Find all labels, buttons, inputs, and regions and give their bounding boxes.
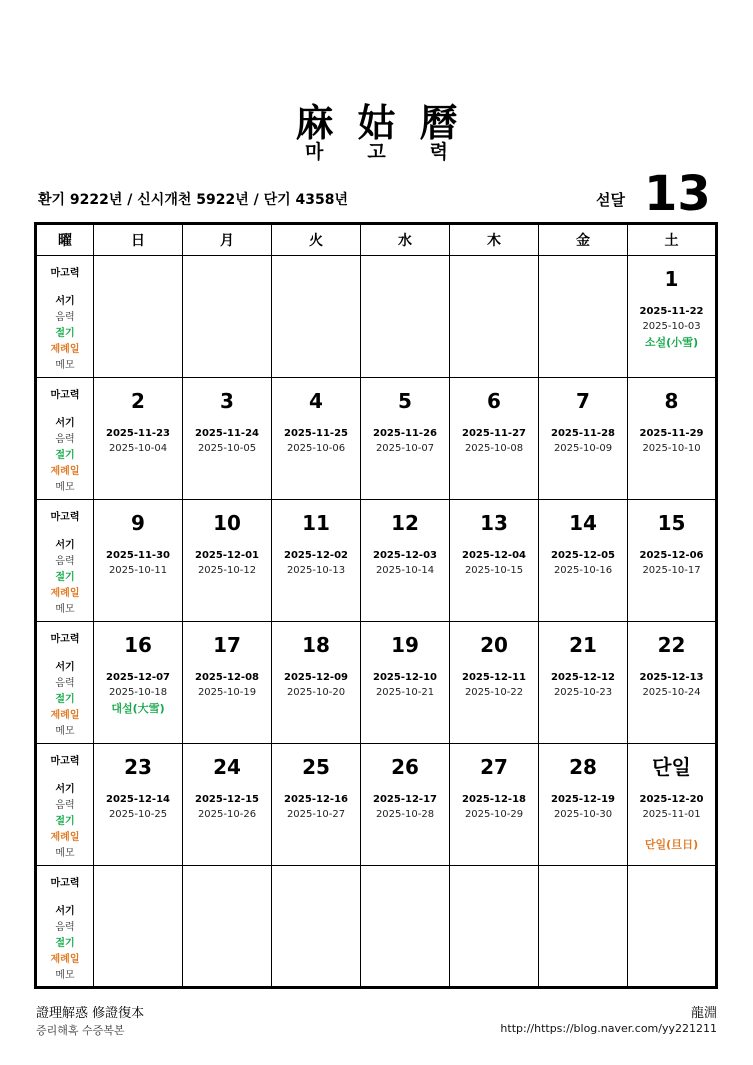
weekday-header-tue: 火 xyxy=(272,224,361,256)
solar-date: 2025-12-07 xyxy=(106,672,170,683)
row-label-eumryeok: 음력 xyxy=(55,312,75,323)
calendar-title-hangul: 마고력 xyxy=(304,141,493,163)
day-cell[interactable] xyxy=(94,256,183,378)
week-row xyxy=(36,378,717,500)
solar-date: 2025-11-23 xyxy=(106,428,170,439)
lunar-date: 2025-10-11 xyxy=(108,565,168,576)
day-cell[interactable] xyxy=(450,622,539,744)
calendar-grid xyxy=(34,222,718,989)
lunar-date: 2025-10-05 xyxy=(197,443,257,454)
weekday-header-thu: 木 xyxy=(450,224,539,256)
lunar-date: 2025-10-27 xyxy=(286,809,346,820)
row-label-seogi: 서기 xyxy=(55,662,75,673)
week-row xyxy=(36,500,717,622)
solar-date: 2025-12-14 xyxy=(106,794,170,805)
row-label-memo: 메모 xyxy=(55,482,75,493)
solar-date: 2025-12-05 xyxy=(551,550,615,561)
footer-motto-hangul: 증리해혹 수증복본 xyxy=(36,1024,125,1037)
day-number: 28 xyxy=(569,755,597,779)
footer-author: 龍淵 xyxy=(690,1006,717,1021)
row-label-seogi: 서기 xyxy=(55,296,75,307)
solar-date: 2025-12-13 xyxy=(639,672,704,683)
weekday-header-sat: 土 xyxy=(628,224,717,256)
lunar-date: 2025-10-12 xyxy=(197,565,257,576)
day-cell[interactable] xyxy=(628,378,717,500)
era-year-line: 환기 9222년 / 신시개천 5922년 / 단기 4358년 xyxy=(38,192,349,208)
day-number: 23 xyxy=(124,755,152,779)
row-label-magoryeok: 마고력 xyxy=(50,756,80,767)
solar-date: 2025-11-22 xyxy=(639,306,704,317)
weekday-header-mon: 月 xyxy=(183,224,272,256)
lunar-date: 2025-10-06 xyxy=(286,443,346,454)
day-cell[interactable] xyxy=(94,500,183,622)
row-label-magoryeok: 마고력 xyxy=(50,878,80,889)
day-number: 6 xyxy=(487,389,501,413)
row-label-jejeil: 제례일 xyxy=(50,832,80,843)
row-label-jeolgi: 절기 xyxy=(55,450,75,461)
day-number: 단일 xyxy=(652,755,691,779)
solar-term-label: 소설(小雪) xyxy=(644,336,699,349)
row-label-seogi: 서기 xyxy=(55,540,75,551)
lunar-date: 2025-10-25 xyxy=(108,809,168,820)
day-number: 13 xyxy=(480,511,508,535)
lunar-date: 2025-10-03 xyxy=(642,321,701,332)
day-cell[interactable] xyxy=(450,744,539,866)
solar-date: 2025-12-12 xyxy=(551,672,615,683)
lunar-date: 2025-10-21 xyxy=(375,687,435,698)
day-cell[interactable] xyxy=(361,866,450,988)
solar-date: 2025-12-16 xyxy=(284,794,348,805)
row-label-eumryeok: 음력 xyxy=(55,922,75,933)
day-cell[interactable] xyxy=(539,744,628,866)
day-cell[interactable] xyxy=(361,378,450,500)
solar-date: 2025-11-26 xyxy=(373,428,437,439)
month-label: 섣달 xyxy=(596,191,625,209)
day-cell[interactable] xyxy=(183,622,272,744)
row-label-seogi: 서기 xyxy=(55,784,75,795)
day-number: 11 xyxy=(302,511,330,535)
day-cell[interactable] xyxy=(94,378,183,500)
lunar-date: 2025-10-26 xyxy=(197,809,257,820)
day-cell[interactable] xyxy=(183,500,272,622)
row-label-jejeil: 제례일 xyxy=(50,954,80,965)
day-number: 7 xyxy=(576,389,590,413)
day-cell[interactable] xyxy=(628,256,717,378)
day-cell[interactable] xyxy=(628,866,717,988)
day-cell[interactable] xyxy=(94,622,183,744)
solar-date: 2025-12-04 xyxy=(462,550,526,561)
footer-blog-link[interactable]: http://https://blog.naver.com/yy221211 xyxy=(500,1022,717,1035)
footer-motto-hanja: 證理解惑 修證復本 xyxy=(36,1006,145,1021)
weekday-header-fri: 金 xyxy=(539,224,628,256)
lunar-date: 2025-10-08 xyxy=(464,443,524,454)
day-number: 27 xyxy=(480,755,508,779)
day-cell[interactable] xyxy=(183,866,272,988)
day-cell[interactable] xyxy=(628,744,717,866)
day-cell[interactable] xyxy=(183,378,272,500)
row-label-cell xyxy=(36,378,94,500)
solar-date: 2025-11-25 xyxy=(284,428,348,439)
day-cell[interactable] xyxy=(183,256,272,378)
day-cell[interactable] xyxy=(272,378,361,500)
day-number: 21 xyxy=(569,633,597,657)
day-number: 9 xyxy=(131,511,145,535)
row-label-eumryeok: 음력 xyxy=(55,556,75,567)
solar-date: 2025-12-09 xyxy=(284,672,348,683)
day-cell[interactable] xyxy=(361,744,450,866)
row-label-jejeil: 제례일 xyxy=(50,466,80,477)
solar-date: 2025-12-08 xyxy=(195,672,259,683)
row-label-cell xyxy=(36,622,94,744)
solar-date: 2025-11-27 xyxy=(462,428,526,439)
row-label-eumryeok: 음력 xyxy=(55,678,75,689)
row-label-memo: 메모 xyxy=(55,604,75,615)
lunar-date: 2025-11-01 xyxy=(642,809,701,820)
lunar-date: 2025-10-23 xyxy=(553,687,613,698)
row-label-cell xyxy=(36,256,94,378)
lunar-date: 2025-10-09 xyxy=(553,443,613,454)
weekday-header-row xyxy=(36,224,717,256)
row-label-jejeil: 제례일 xyxy=(50,710,80,721)
month-number: 13 xyxy=(644,166,711,222)
row-label-jejeil: 제례일 xyxy=(50,588,80,599)
day-number: 19 xyxy=(391,633,419,657)
row-label-memo: 메모 xyxy=(55,726,75,737)
day-number: 16 xyxy=(124,633,152,657)
day-cell[interactable] xyxy=(272,622,361,744)
week-row xyxy=(36,256,717,378)
solar-date: 2025-12-20 xyxy=(639,794,704,805)
lunar-date: 2025-10-19 xyxy=(197,687,257,698)
lunar-date: 2025-10-30 xyxy=(553,809,613,820)
day-cell[interactable] xyxy=(628,622,717,744)
lunar-date: 2025-10-17 xyxy=(642,565,701,576)
day-number: 24 xyxy=(213,755,241,779)
row-label-jeolgi: 절기 xyxy=(55,816,75,827)
day-number: 4 xyxy=(309,389,323,413)
day-cell[interactable] xyxy=(272,866,361,988)
day-number: 15 xyxy=(657,511,686,535)
day-number: 18 xyxy=(302,633,330,657)
day-number: 12 xyxy=(391,511,419,535)
day-number: 3 xyxy=(220,389,234,413)
day-number: 17 xyxy=(213,633,241,657)
row-label-cell xyxy=(36,744,94,866)
day-number: 2 xyxy=(131,389,145,413)
row-label-memo: 메모 xyxy=(55,970,75,981)
day-cell[interactable] xyxy=(539,500,628,622)
lunar-date: 2025-10-04 xyxy=(108,443,168,454)
solar-date: 2025-12-15 xyxy=(195,794,259,805)
lunar-date: 2025-10-10 xyxy=(642,443,701,454)
row-label-jejeil: 제례일 xyxy=(50,344,80,355)
solar-date: 2025-12-19 xyxy=(551,794,615,805)
row-label-memo: 메모 xyxy=(55,360,75,371)
week-row xyxy=(36,622,717,744)
row-label-magoryeok: 마고력 xyxy=(50,268,80,279)
day-cell[interactable] xyxy=(361,500,450,622)
day-cell[interactable] xyxy=(94,744,183,866)
lunar-date: 2025-10-22 xyxy=(464,687,524,698)
solar-date: 2025-12-02 xyxy=(284,550,348,561)
lunar-date: 2025-10-20 xyxy=(286,687,346,698)
day-number: 8 xyxy=(664,389,679,413)
row-label-magoryeok: 마고력 xyxy=(50,634,80,645)
day-cell[interactable] xyxy=(539,378,628,500)
row-label-jeolgi: 절기 xyxy=(55,938,75,949)
lunar-date: 2025-10-15 xyxy=(464,565,524,576)
day-cell[interactable] xyxy=(539,256,628,378)
day-number: 26 xyxy=(391,755,419,779)
lunar-date: 2025-10-14 xyxy=(375,565,435,576)
lunar-date: 2025-10-07 xyxy=(375,443,435,454)
day-cell[interactable] xyxy=(94,866,183,988)
week-row xyxy=(36,866,717,988)
weekday-header-wed: 水 xyxy=(361,224,450,256)
lunar-date: 2025-10-29 xyxy=(464,809,524,820)
day-cell[interactable] xyxy=(272,500,361,622)
day-cell[interactable] xyxy=(361,256,450,378)
solar-date: 2025-11-24 xyxy=(195,428,259,439)
day-cell[interactable] xyxy=(539,866,628,988)
solar-date: 2025-12-03 xyxy=(373,550,437,561)
lunar-date: 2025-10-18 xyxy=(108,687,168,698)
day-cell[interactable] xyxy=(450,378,539,500)
lunar-date: 2025-10-28 xyxy=(375,809,435,820)
row-label-magoryeok: 마고력 xyxy=(50,390,80,401)
solar-date: 2025-12-17 xyxy=(373,794,437,805)
row-label-magoryeok: 마고력 xyxy=(50,512,80,523)
week-row xyxy=(36,744,717,866)
solar-date: 2025-11-28 xyxy=(551,428,615,439)
solar-date: 2025-12-11 xyxy=(462,672,526,683)
row-label-seogi: 서기 xyxy=(55,418,75,429)
weekday-header-label: 曜 xyxy=(36,224,94,256)
lunar-date: 2025-10-13 xyxy=(286,565,346,576)
day-cell[interactable] xyxy=(272,744,361,866)
day-cell[interactable] xyxy=(272,256,361,378)
row-label-seogi: 서기 xyxy=(55,906,75,917)
solar-date: 2025-12-06 xyxy=(639,550,704,561)
day-cell[interactable] xyxy=(450,256,539,378)
day-cell[interactable] xyxy=(450,866,539,988)
row-label-jeolgi: 절기 xyxy=(55,572,75,583)
row-label-cell xyxy=(36,866,94,988)
day-cell[interactable] xyxy=(628,500,717,622)
lunar-date: 2025-10-24 xyxy=(642,687,701,698)
day-number: 1 xyxy=(664,267,679,291)
day-number: 25 xyxy=(302,755,330,779)
day-number: 5 xyxy=(398,389,412,413)
day-cell[interactable] xyxy=(450,500,539,622)
calendar-title-hanja: 麻姑曆 xyxy=(295,101,482,145)
solar-date: 2025-11-30 xyxy=(106,550,170,561)
solar-date: 2025-12-18 xyxy=(462,794,526,805)
weekday-header-sun: 日 xyxy=(94,224,183,256)
row-label-eumryeok: 음력 xyxy=(55,800,75,811)
solar-date: 2025-11-29 xyxy=(639,428,704,439)
day-number: 20 xyxy=(480,633,508,657)
ritual-day-label: 단일(旦日) xyxy=(644,838,699,851)
solar-date: 2025-12-01 xyxy=(195,550,259,561)
row-label-cell xyxy=(36,500,94,622)
solar-date: 2025-12-10 xyxy=(373,672,437,683)
day-number: 22 xyxy=(657,633,686,657)
day-cell[interactable] xyxy=(361,622,450,744)
row-label-jeolgi: 절기 xyxy=(55,328,75,339)
row-label-jeolgi: 절기 xyxy=(55,694,75,705)
day-cell[interactable] xyxy=(183,744,272,866)
day-cell[interactable] xyxy=(539,622,628,744)
row-label-eumryeok: 음력 xyxy=(55,434,75,445)
lunar-date: 2025-10-16 xyxy=(553,565,613,576)
day-number: 14 xyxy=(569,511,597,535)
row-label-memo: 메모 xyxy=(55,848,75,859)
solar-term-label: 대설(大雪) xyxy=(111,702,165,715)
day-number: 10 xyxy=(213,511,241,535)
